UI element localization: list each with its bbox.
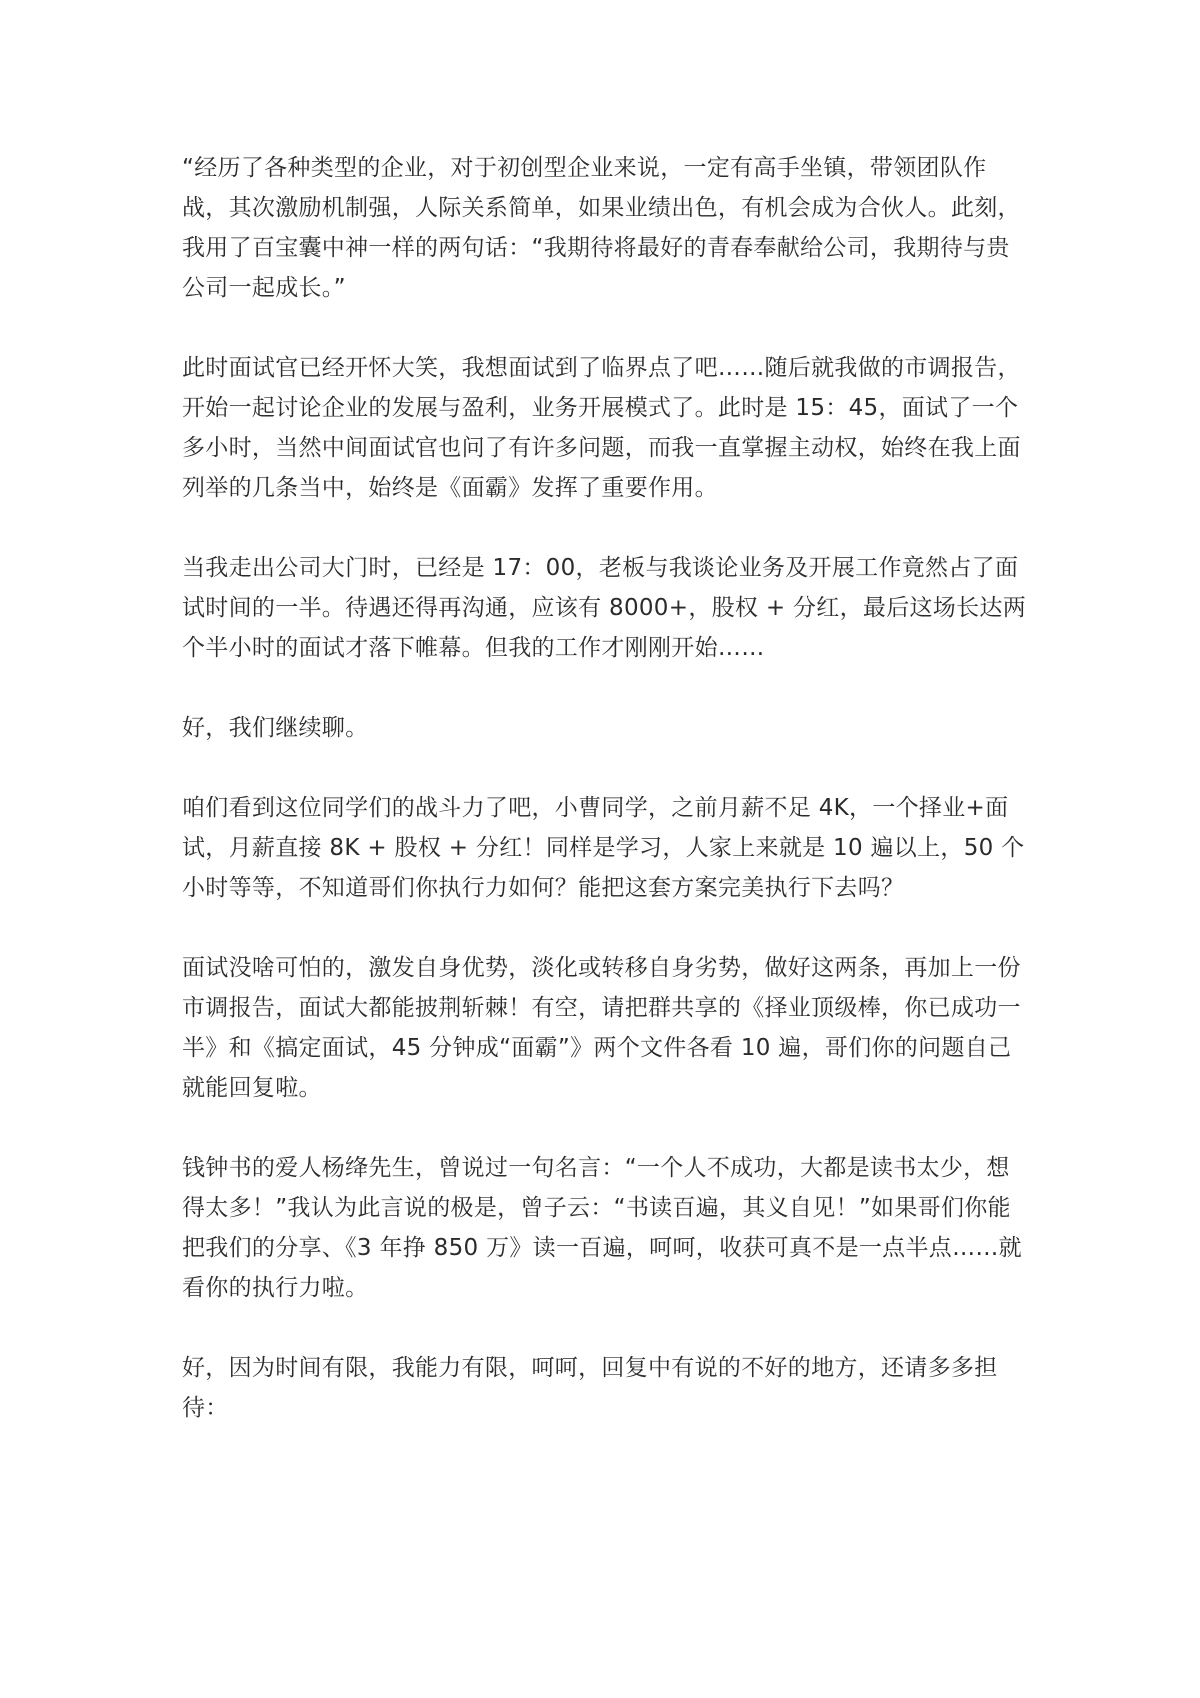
paragraph-7: 钱钟书的爱人杨绛先生，曾说过一句名言：“一个人不成功，大都是读书太少，想得太多！”我认为此言说的极是，曾子云：“书读百遍，其义自见！”如果哥们你能把我们的分享、《3 年挣 850 万》读一百遍，呵呵，收获可真不是一点半点……就看你的执行力啦。 — [182, 1155, 1022, 1301]
paragraph-5: 咱们看到这位同学们的战斗力了吧，小曹同学，之前月薪不足 4K，一个择业+面试，月薪直接 8K + 股权 + 分红！同样是学习，人家上来就是 10 遍以上，50 个小时等等，不知道哥们你执行力如何？能把这套方案完美执行下去吗？ — [182, 795, 1025, 901]
paragraph-6: 面试没啥可怕的，激发自身优势，淡化或转移自身劣势，做好这两条，再加上一份市调报告，面试大都能披荆斩棘！有空，请把群共享的《择业顶级棒，你已成功一半》和《搞定面试，45 分钟成“面霸”》两个文件各看 10 遍，哥们你的问题自己就能回复啦。 — [182, 955, 1021, 1101]
paragraph-3: 当我走出公司大门时，已经是 17：00，老板与我谈论业务及开展工作竟然占了面试时间的一半。待遇还得再沟通，应该有 8000+，股权 + 分红，最后这场长达两个半小时的面试才落下帷幕。但我的工作才刚刚开始…… — [182, 555, 1027, 661]
article-body — [182, 148, 1030, 1468]
paragraph-1: “经历了各种类型的企业，对于初创型企业来说，一定有高手坐镇，带领团队作战，其次激励机制强，人际关系简单，如果业绩出色，有机会成为合伙人。此刻，我用了百宝囊中神一样的两句话：“我期待将最好的青春奉献给公司，我期待与贵公司一起成长。” — [182, 155, 1021, 301]
paragraph-8: 好，因为时间有限，我能力有限，呵呵，回复中有说的不好的地方，还请多多担待： — [182, 1355, 998, 1421]
paragraph-4: 好，我们继续聊。 — [182, 715, 369, 741]
paragraph-2: 此时面试官已经开怀大笑，我想面试到了临界点了吧……随后就我做的市调报告，开始一起讨论企业的发展与盈利，业务开展模式了。此时是 15：45，面试了一个多小时，当然中间面试官也问了有许多问题，而我一直掌握主动权，始终在我上面列举的几条当中，始终是《面霸》发挥了重要作用。 — [182, 355, 1021, 501]
